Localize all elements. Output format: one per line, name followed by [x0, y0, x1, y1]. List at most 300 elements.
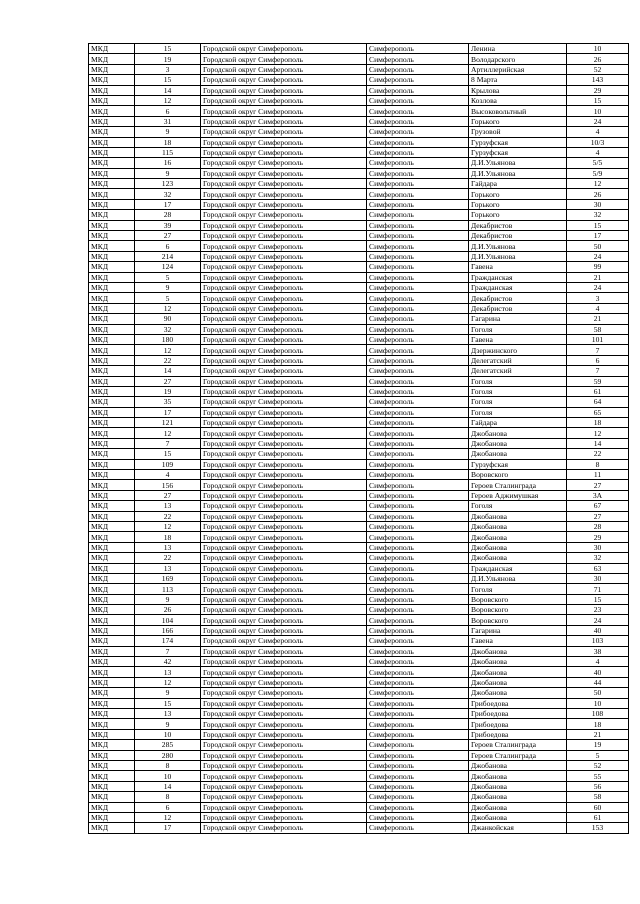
street-cell: Джобанова: [469, 657, 567, 667]
house-number-cell: 21: [567, 729, 629, 739]
table-row: [89, 418, 629, 428]
house-number-cell: 32: [567, 210, 629, 220]
street-cell: Гайдара: [469, 179, 567, 189]
city-cell: Симферополь: [367, 573, 469, 583]
street-cell: Крылова: [469, 85, 567, 95]
count-cell: 169: [135, 573, 201, 583]
municipality-cell: Городской округ Симферополь: [201, 470, 367, 480]
table-row: [89, 605, 629, 615]
table-row: [89, 44, 629, 54]
house-number-cell: 30: [567, 542, 629, 552]
house-number-cell: 4: [567, 147, 629, 157]
count-cell: 9: [135, 688, 201, 698]
municipality-cell: Городской округ Симферополь: [201, 563, 367, 573]
street-cell: Горького: [469, 199, 567, 209]
street-cell: Грибоедова: [469, 709, 567, 719]
house-number-cell: 30: [567, 573, 629, 583]
street-cell: Героев Аджимушкая: [469, 490, 567, 500]
street-cell: Джобанова: [469, 677, 567, 687]
municipality-cell: Городской округ Симферополь: [201, 189, 367, 199]
table-row: [89, 251, 629, 261]
city-cell: Симферополь: [367, 625, 469, 635]
table-row: [89, 501, 629, 511]
table-row: [89, 241, 629, 251]
municipality-cell: Городской округ Симферополь: [201, 802, 367, 812]
table-row: [89, 760, 629, 770]
object-type-cell: МКД: [89, 251, 135, 261]
street-cell: Гагарина: [469, 314, 567, 324]
street-cell: Грибоедова: [469, 719, 567, 729]
municipality-cell: Городской округ Симферополь: [201, 729, 367, 739]
object-type-cell: МКД: [89, 220, 135, 230]
table-row: [89, 438, 629, 448]
street-cell: Гоголя: [469, 324, 567, 334]
house-number-cell: 58: [567, 324, 629, 334]
table-row: [89, 303, 629, 313]
table-row: [89, 231, 629, 241]
street-cell: Гоголя: [469, 397, 567, 407]
city-cell: Симферополь: [367, 677, 469, 687]
count-cell: 17: [135, 407, 201, 417]
municipality-cell: Городской округ Симферополь: [201, 116, 367, 126]
city-cell: Симферополь: [367, 594, 469, 604]
table-row: [89, 688, 629, 698]
table-row: [89, 85, 629, 95]
city-cell: Симферополь: [367, 698, 469, 708]
house-number-cell: 10: [567, 44, 629, 54]
municipality-cell: Городской округ Симферополь: [201, 168, 367, 178]
municipality-cell: Городской округ Симферополь: [201, 709, 367, 719]
house-number-cell: 50: [567, 688, 629, 698]
municipality-cell: Городской округ Симферополь: [201, 667, 367, 677]
house-number-cell: 63: [567, 563, 629, 573]
object-type-cell: МКД: [89, 334, 135, 344]
city-cell: Симферополь: [367, 147, 469, 157]
municipality-cell: Городской округ Симферополь: [201, 521, 367, 531]
street-cell: Ленина: [469, 44, 567, 54]
count-cell: 13: [135, 501, 201, 511]
municipality-cell: Городской округ Симферополь: [201, 771, 367, 781]
street-cell: Героев Сталинграда: [469, 480, 567, 490]
street-cell: Гурзуфская: [469, 137, 567, 147]
house-number-cell: 52: [567, 64, 629, 74]
city-cell: Симферополь: [367, 542, 469, 552]
municipality-cell: Городской округ Симферополь: [201, 688, 367, 698]
count-cell: 15: [135, 449, 201, 459]
count-cell: 39: [135, 220, 201, 230]
house-number-cell: 99: [567, 262, 629, 272]
count-cell: 5: [135, 293, 201, 303]
house-number-cell: 14: [567, 438, 629, 448]
table-row: [89, 709, 629, 719]
municipality-cell: Городской округ Симферополь: [201, 553, 367, 563]
city-cell: Симферополь: [367, 262, 469, 272]
street-cell: Гоголя: [469, 407, 567, 417]
table-row: [89, 355, 629, 365]
city-cell: Симферополь: [367, 709, 469, 719]
object-type-cell: МКД: [89, 241, 135, 251]
table-row: [89, 54, 629, 64]
table-row: [89, 646, 629, 656]
house-number-cell: 143: [567, 75, 629, 85]
municipality-cell: Городской округ Симферополь: [201, 490, 367, 500]
house-number-cell: 24: [567, 251, 629, 261]
object-type-cell: МКД: [89, 677, 135, 687]
street-cell: Воровского: [469, 605, 567, 615]
house-number-cell: 4: [567, 657, 629, 667]
count-cell: 19: [135, 54, 201, 64]
house-number-cell: 52: [567, 760, 629, 770]
city-cell: Симферополь: [367, 44, 469, 54]
count-cell: 10: [135, 771, 201, 781]
municipality-cell: Городской округ Симферополь: [201, 241, 367, 251]
count-cell: 22: [135, 511, 201, 521]
table-row: [89, 823, 629, 833]
count-cell: 18: [135, 137, 201, 147]
municipality-cell: Городской округ Симферополь: [201, 251, 367, 261]
street-cell: Джобанова: [469, 542, 567, 552]
object-type-cell: МКД: [89, 158, 135, 168]
table-body: [89, 44, 629, 834]
object-type-cell: МКД: [89, 75, 135, 85]
street-cell: 8 Марта: [469, 75, 567, 85]
object-type-cell: МКД: [89, 168, 135, 178]
municipality-cell: Городской округ Симферополь: [201, 698, 367, 708]
object-type-cell: МКД: [89, 386, 135, 396]
table-row: [89, 210, 629, 220]
municipality-cell: Городской округ Симферополь: [201, 418, 367, 428]
count-cell: 3: [135, 64, 201, 74]
object-type-cell: МКД: [89, 147, 135, 157]
house-number-cell: 58: [567, 792, 629, 802]
city-cell: Симферополь: [367, 490, 469, 500]
table-row: [89, 459, 629, 469]
city-cell: Симферополь: [367, 324, 469, 334]
municipality-cell: Городской округ Симферополь: [201, 397, 367, 407]
house-number-cell: 21: [567, 314, 629, 324]
object-type-cell: МКД: [89, 781, 135, 791]
table-row: [89, 158, 629, 168]
house-number-cell: 26: [567, 54, 629, 64]
house-number-cell: 12: [567, 428, 629, 438]
street-cell: Горького: [469, 189, 567, 199]
object-type-cell: МКД: [89, 324, 135, 334]
object-type-cell: МКД: [89, 470, 135, 480]
street-cell: Гражданская: [469, 272, 567, 282]
table-row: [89, 137, 629, 147]
street-cell: Гайдара: [469, 418, 567, 428]
count-cell: 285: [135, 740, 201, 750]
object-type-cell: МКД: [89, 594, 135, 604]
count-cell: 109: [135, 459, 201, 469]
street-cell: Грузовой: [469, 127, 567, 137]
object-type-cell: МКД: [89, 179, 135, 189]
municipality-cell: Городской округ Симферополь: [201, 511, 367, 521]
municipality-cell: Городской округ Симферополь: [201, 750, 367, 760]
count-cell: 14: [135, 366, 201, 376]
count-cell: 16: [135, 158, 201, 168]
count-cell: 180: [135, 334, 201, 344]
table-row: [89, 781, 629, 791]
city-cell: Симферополь: [367, 54, 469, 64]
city-cell: Симферополь: [367, 719, 469, 729]
municipality-cell: Городской округ Симферополь: [201, 428, 367, 438]
street-cell: Горького: [469, 116, 567, 126]
table-row: [89, 792, 629, 802]
object-type-cell: МКД: [89, 376, 135, 386]
municipality-cell: Городской округ Симферополь: [201, 85, 367, 95]
city-cell: Симферополь: [367, 428, 469, 438]
street-cell: Джобанова: [469, 521, 567, 531]
house-number-cell: 61: [567, 812, 629, 822]
count-cell: 12: [135, 303, 201, 313]
table-row: [89, 95, 629, 105]
street-cell: Декабристов: [469, 293, 567, 303]
city-cell: Симферополь: [367, 95, 469, 105]
house-number-cell: 67: [567, 501, 629, 511]
house-number-cell: 29: [567, 85, 629, 95]
municipality-cell: Городской округ Симферополь: [201, 127, 367, 137]
city-cell: Симферополь: [367, 667, 469, 677]
city-cell: Симферополь: [367, 199, 469, 209]
count-cell: 6: [135, 802, 201, 812]
count-cell: 15: [135, 75, 201, 85]
count-cell: 7: [135, 438, 201, 448]
table-row: [89, 657, 629, 667]
object-type-cell: МКД: [89, 709, 135, 719]
house-number-cell: 24: [567, 116, 629, 126]
object-type-cell: МКД: [89, 792, 135, 802]
object-type-cell: МКД: [89, 490, 135, 500]
object-type-cell: МКД: [89, 553, 135, 563]
city-cell: Симферополь: [367, 386, 469, 396]
house-number-cell: 7: [567, 345, 629, 355]
municipality-cell: Городской округ Симферополь: [201, 615, 367, 625]
house-number-cell: 6: [567, 355, 629, 365]
house-number-cell: 3А: [567, 490, 629, 500]
count-cell: 9: [135, 719, 201, 729]
house-number-cell: 15: [567, 220, 629, 230]
count-cell: 12: [135, 345, 201, 355]
city-cell: Симферополь: [367, 646, 469, 656]
city-cell: Симферополь: [367, 355, 469, 365]
table-row: [89, 532, 629, 542]
street-cell: Гурзуфская: [469, 147, 567, 157]
object-type-cell: МКД: [89, 636, 135, 646]
object-type-cell: МКД: [89, 366, 135, 376]
object-type-cell: МКД: [89, 54, 135, 64]
street-cell: Д.И.Ульянова: [469, 168, 567, 178]
count-cell: 32: [135, 189, 201, 199]
house-number-cell: 21: [567, 272, 629, 282]
count-cell: 121: [135, 418, 201, 428]
count-cell: 9: [135, 168, 201, 178]
street-cell: Гоголя: [469, 501, 567, 511]
count-cell: 22: [135, 355, 201, 365]
city-cell: Симферополь: [367, 470, 469, 480]
house-number-cell: 26: [567, 189, 629, 199]
count-cell: 6: [135, 106, 201, 116]
house-number-cell: 101: [567, 334, 629, 344]
house-number-cell: 71: [567, 584, 629, 594]
table-row: [89, 802, 629, 812]
municipality-cell: Городской округ Симферополь: [201, 677, 367, 687]
street-cell: Артиллерийская: [469, 64, 567, 74]
house-number-cell: 64: [567, 397, 629, 407]
municipality-cell: Городской округ Симферополь: [201, 293, 367, 303]
street-cell: Гурзуфская: [469, 459, 567, 469]
city-cell: Симферополь: [367, 511, 469, 521]
street-cell: Джобанова: [469, 771, 567, 781]
city-cell: Симферополь: [367, 418, 469, 428]
table-row: [89, 750, 629, 760]
count-cell: 12: [135, 812, 201, 822]
object-type-cell: МКД: [89, 95, 135, 105]
city-cell: Симферополь: [367, 802, 469, 812]
city-cell: Симферополь: [367, 729, 469, 739]
count-cell: 124: [135, 262, 201, 272]
municipality-cell: Городской округ Симферополь: [201, 303, 367, 313]
object-type-cell: МКД: [89, 314, 135, 324]
street-cell: Грибоедова: [469, 698, 567, 708]
municipality-cell: Городской округ Симферополь: [201, 345, 367, 355]
count-cell: 113: [135, 584, 201, 594]
municipality-cell: Городской округ Симферополь: [201, 64, 367, 74]
table-row: [89, 345, 629, 355]
house-number-cell: 7: [567, 366, 629, 376]
object-type-cell: МКД: [89, 293, 135, 303]
street-cell: Джанкойская: [469, 823, 567, 833]
table-row: [89, 324, 629, 334]
street-cell: Джобанова: [469, 812, 567, 822]
city-cell: Симферополь: [367, 345, 469, 355]
house-number-cell: 15: [567, 594, 629, 604]
object-type-cell: МКД: [89, 106, 135, 116]
object-type-cell: МКД: [89, 428, 135, 438]
table-row: [89, 771, 629, 781]
house-number-cell: 50: [567, 241, 629, 251]
city-cell: Симферополь: [367, 127, 469, 137]
municipality-cell: Городской округ Симферополь: [201, 376, 367, 386]
table-row: [89, 636, 629, 646]
table-row: [89, 470, 629, 480]
object-type-cell: МКД: [89, 459, 135, 469]
street-cell: Гавена: [469, 262, 567, 272]
object-type-cell: МКД: [89, 542, 135, 552]
municipality-cell: Городской округ Симферополь: [201, 44, 367, 54]
table-row: [89, 189, 629, 199]
municipality-cell: Городской округ Симферополь: [201, 231, 367, 241]
house-number-cell: 40: [567, 667, 629, 677]
city-cell: Симферополь: [367, 303, 469, 313]
house-number-cell: 8: [567, 459, 629, 469]
count-cell: 14: [135, 781, 201, 791]
municipality-cell: Городской округ Симферополь: [201, 95, 367, 105]
street-cell: Гоголя: [469, 386, 567, 396]
object-type-cell: МКД: [89, 44, 135, 54]
table-row: [89, 75, 629, 85]
city-cell: Симферополь: [367, 584, 469, 594]
municipality-cell: Городской округ Симферополь: [201, 147, 367, 157]
count-cell: 27: [135, 376, 201, 386]
count-cell: 9: [135, 594, 201, 604]
house-number-cell: 10/3: [567, 137, 629, 147]
house-number-cell: 103: [567, 636, 629, 646]
table-row: [89, 397, 629, 407]
municipality-cell: Городской округ Симферополь: [201, 366, 367, 376]
municipality-cell: Городской округ Симферополь: [201, 272, 367, 282]
city-cell: Симферополь: [367, 241, 469, 251]
house-number-cell: 24: [567, 615, 629, 625]
city-cell: Симферополь: [367, 189, 469, 199]
city-cell: Симферополь: [367, 75, 469, 85]
municipality-cell: Городской округ Симферополь: [201, 75, 367, 85]
street-cell: Джобанова: [469, 646, 567, 656]
table-row: [89, 615, 629, 625]
city-cell: Симферополь: [367, 106, 469, 116]
city-cell: Симферополь: [367, 771, 469, 781]
count-cell: 123: [135, 179, 201, 189]
object-type-cell: МКД: [89, 573, 135, 583]
object-type-cell: МКД: [89, 85, 135, 95]
municipality-cell: Городской округ Симферополь: [201, 501, 367, 511]
city-cell: Симферополь: [367, 314, 469, 324]
house-number-cell: 24: [567, 282, 629, 292]
table-row: [89, 147, 629, 157]
city-cell: Симферополь: [367, 480, 469, 490]
table-row: [89, 386, 629, 396]
object-type-cell: МКД: [89, 480, 135, 490]
table-row: [89, 625, 629, 635]
municipality-cell: Городской округ Симферополь: [201, 605, 367, 615]
count-cell: 17: [135, 199, 201, 209]
object-type-cell: МКД: [89, 771, 135, 781]
count-cell: 8: [135, 760, 201, 770]
house-number-cell: 44: [567, 677, 629, 687]
table-row: [89, 563, 629, 573]
street-cell: Джобанова: [469, 781, 567, 791]
street-cell: Воровского: [469, 470, 567, 480]
municipality-cell: Городской округ Симферополь: [201, 449, 367, 459]
house-number-cell: 40: [567, 625, 629, 635]
municipality-cell: Городской округ Симферополь: [201, 54, 367, 64]
house-number-cell: 4: [567, 127, 629, 137]
city-cell: Симферополь: [367, 376, 469, 386]
count-cell: 104: [135, 615, 201, 625]
house-number-cell: 30: [567, 199, 629, 209]
house-number-cell: 5/5: [567, 158, 629, 168]
city-cell: Симферополь: [367, 750, 469, 760]
table-row: [89, 168, 629, 178]
municipality-cell: Городской округ Симферополь: [201, 812, 367, 822]
count-cell: 15: [135, 698, 201, 708]
count-cell: 35: [135, 397, 201, 407]
house-number-cell: 56: [567, 781, 629, 791]
object-type-cell: МКД: [89, 397, 135, 407]
municipality-cell: Городской округ Симферополь: [201, 542, 367, 552]
city-cell: Симферополь: [367, 220, 469, 230]
municipality-cell: Городской округ Симферополь: [201, 823, 367, 833]
municipality-cell: Городской округ Симферополь: [201, 636, 367, 646]
city-cell: Симферополь: [367, 334, 469, 344]
count-cell: 12: [135, 428, 201, 438]
municipality-cell: Городской округ Симферополь: [201, 573, 367, 583]
table-row: [89, 314, 629, 324]
street-cell: Делегатский: [469, 366, 567, 376]
city-cell: Симферополь: [367, 116, 469, 126]
city-cell: Симферополь: [367, 521, 469, 531]
count-cell: 17: [135, 823, 201, 833]
